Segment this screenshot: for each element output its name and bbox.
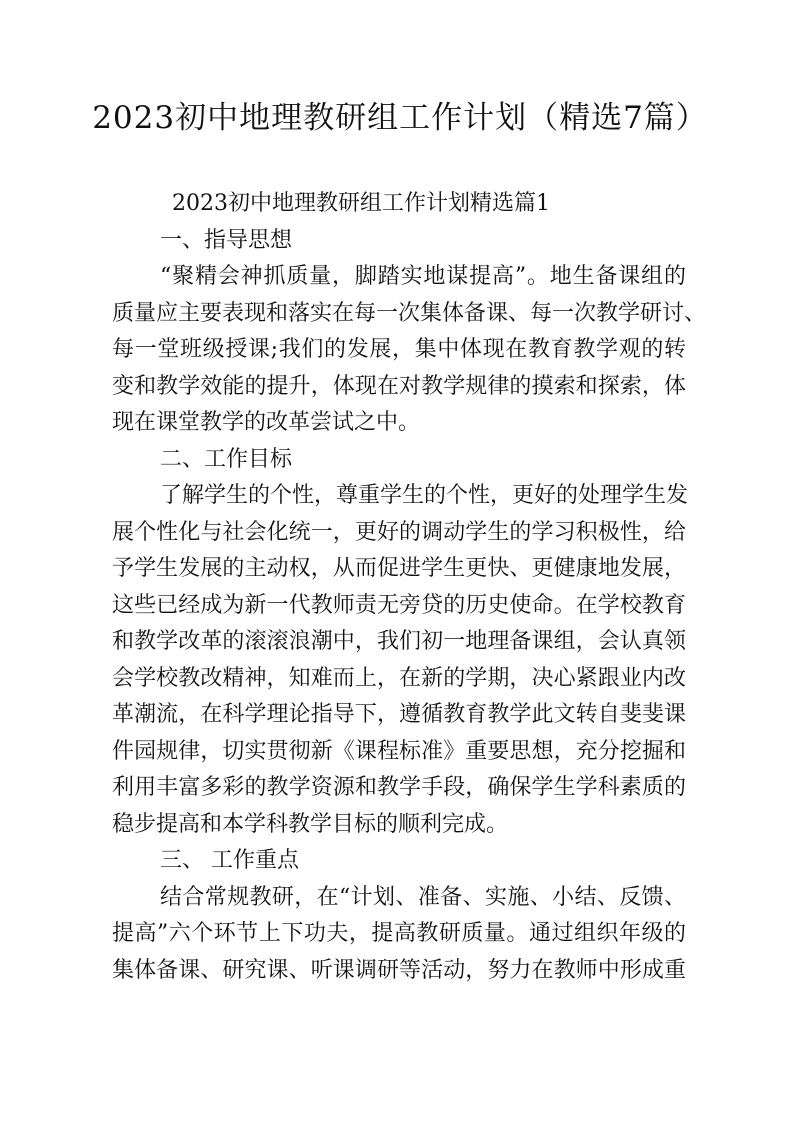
heading-guiding-ideology: 一、指导思想 <box>160 227 293 253</box>
heading-work-goals: 二、工作目标 <box>160 446 293 472</box>
paragraph-line: 利用丰富多彩的教学资源和教学手段，确保学生学科素质的 <box>112 775 686 800</box>
section-subtitle: 2023初中地理教研组工作计划精选篇1 <box>172 191 550 216</box>
paragraph-line: 件园规律，切实贯彻新《课程标准》重要思想，充分挖掘和 <box>112 738 686 764</box>
paragraph-line: 结合常规教研，在“计划、准备、实施、小结、反馈、 <box>160 884 686 910</box>
heading-work-focus: 三、 工作重点 <box>160 848 299 873</box>
paragraph-line: 会学校教改精神，知难而上，在新的学期，决心紧跟业内改 <box>112 665 686 691</box>
paragraph-line: 稳步提高和本学科教学目标的顺利完成。 <box>112 811 509 837</box>
paragraph-line: 这些已经成为新一代教师责无旁贷的历史使命。在学校教育 <box>112 592 686 618</box>
paragraph-line: 每一堂班级授课;我们的发展，集中体现在教育教学观的转 <box>112 337 686 362</box>
paragraph-line: 革潮流，在科学理论指导下，遵循教育教学此文转自斐斐课 <box>112 702 686 727</box>
paragraph-line: “聚精会神抓质量，脚踏实地谋提高”。地生备课组的 <box>160 264 686 289</box>
document-body <box>112 186 707 989</box>
paragraph-line: 和教学改革的滚滚浪潮中，我们初一地理备课组，会认真领 <box>112 629 686 654</box>
paragraph-line: 了解学生的个性，尊重学生的个性，更好的处理学生发 <box>160 483 689 508</box>
paragraph-line: 予学生发展的主动权，从而促进学生更快、更健康地发展， <box>112 556 686 581</box>
document-title: 2023初中地理教研组工作计划（精选7篇） <box>92 100 708 136</box>
paragraph-line: 现在课堂教学的改革尝试之中。 <box>112 410 421 435</box>
paragraph-line: 集体备课、研究课、听课调研等活动，努力在教师中形成重 <box>112 957 686 983</box>
paragraph-line: 质量应主要表现和落实在每一次集体备课、每一次教学研讨、 <box>112 300 707 326</box>
paragraph-line: 展个性化与社会化统一，更好的调动学生的学习积极性，给 <box>112 519 686 545</box>
paragraph-line: 提高”六个环节上下功夫，提高教研质量。通过组织年级的 <box>112 921 686 946</box>
paragraph-line: 变和教学效能的提升，体现在对教学规律的摸索和探索，体 <box>112 373 686 399</box>
